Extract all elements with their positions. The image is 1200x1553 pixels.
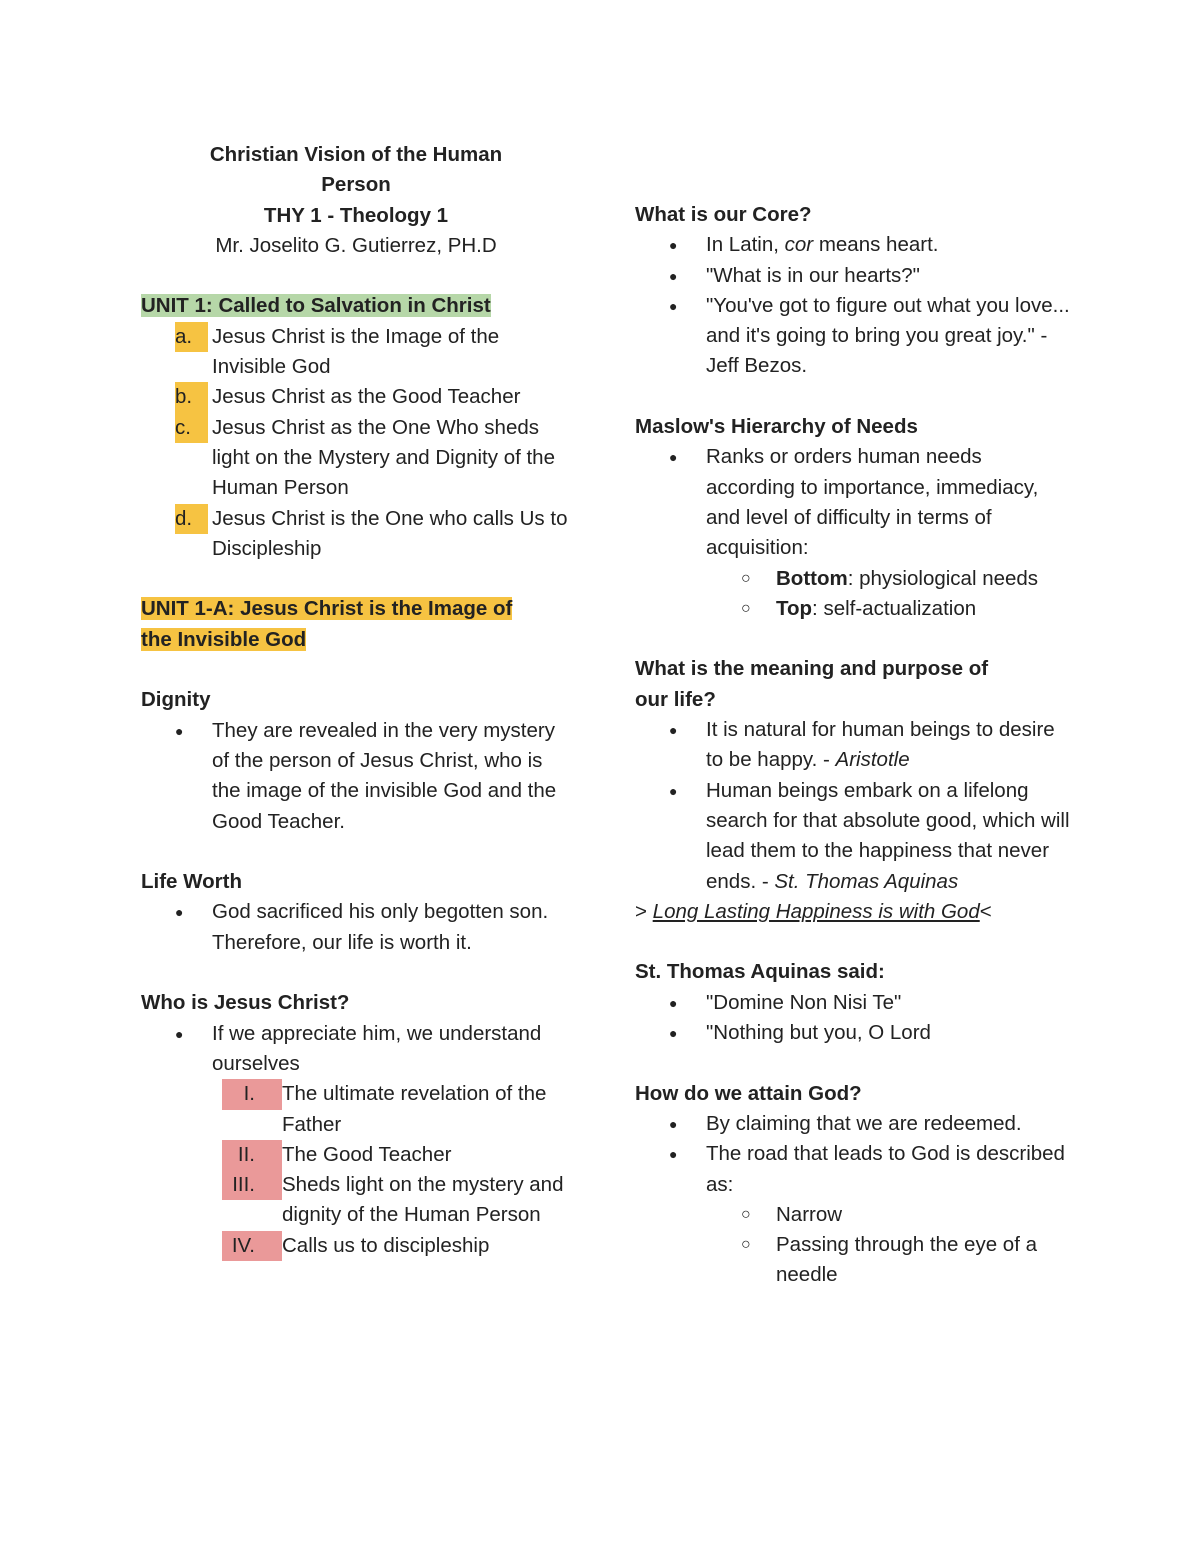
list-item: III. Sheds light on the mystery and dignity of the Human Person [141,1170,571,1231]
bullet-icon: ● [175,904,184,921]
bullet-icon: ● [669,1115,678,1132]
bullet-icon: ● [669,1146,678,1163]
list-item: ● "Nothing but you, O Lord [635,1018,1075,1048]
core-list [635,230,1075,381]
list-item: d. Jesus Christ is the One who calls Us to Discipleship [141,504,571,565]
who-is-jesus-heading: Who is Jesus Christ? [141,991,350,1015]
title-line-2: Person [321,173,391,197]
list-item: I. The ultimate revelation of the Father [141,1079,571,1140]
bullet-icon: ● [669,722,678,739]
left-column [141,140,571,1261]
list-item: ● Ranks or orders human needs according to importance, immediacy, and level of difficulty in terms of acquisition: [635,442,1075,563]
bullet-icon: ● [669,267,678,284]
list-item: ○ Narrow [635,1200,1075,1230]
bullet-icon: ● [669,994,678,1011]
list-item: ● It is natural for human beings to desire to be happy. - Aristotle [635,715,1075,776]
circle-bullet-icon: ○ [741,1205,751,1223]
dignity-heading: Dignity [141,688,211,712]
list-item: IV. Calls us to discipleship [141,1231,571,1261]
attain-sub-list [635,1200,1075,1291]
circle-bullet-icon: ○ [741,599,751,617]
maslow-heading: Maslow's Hierarchy of Needs [635,415,918,439]
list-item: ● "You've got to figure out what you love... and it's going to bring you great joy." - Jeff Bezos. [635,291,1075,382]
list-item: b. Jesus Christ as the Good Teacher [141,382,571,412]
list-item: II. The Good Teacher [141,1140,571,1170]
list-item: ● They are revealed in the very mystery of the person of Jesus Christ, who is the image of the invisible God and the Good Teacher. [141,716,571,837]
attain-heading: How do we attain God? [635,1081,862,1105]
list-item: ● "What is in our hearts?" [635,261,1075,291]
bullet-icon: ● [669,237,678,254]
list-item: ● By claiming that we are redeemed. [635,1109,1075,1139]
bullet-icon: ● [669,1025,678,1042]
list-item: ○ Top: self-actualization [635,594,1075,624]
happiness-link[interactable]: Long Lasting Happiness is with God [652,899,980,923]
title-line-1: Christian Vision of the Human [209,143,503,166]
unit1a-heading: UNIT 1-A: Jesus Christ is the Image of the Invisible God [141,597,513,651]
core-heading: What is our Core? [635,203,812,226]
bullet-icon: ● [669,782,678,799]
list-item: ● God sacrificed his only begotten son. Therefore, our life is worth it. [141,897,571,958]
bullet-icon: ● [669,449,678,466]
list-item: c. Jesus Christ as the One Who sheds light on the Mystery and Dignity of the Human Person [141,413,571,504]
maslow-sub-list [635,564,1075,625]
instructor-name: Mr. Joselito G. Gutierrez, PH.D [215,233,497,257]
list-item: ○ Bottom: physiological needs [635,564,1075,594]
document-title [141,140,571,201]
list-item: ○ Passing through the eye of a needle [635,1230,1075,1291]
list-item: ● "Domine Non Nisi Te" [635,988,1075,1018]
list-item: ● In Latin, cor means heart. [635,230,1075,260]
dignity-list [141,716,571,837]
meaning-list [635,715,1075,897]
unit1-heading: UNIT 1: Called to Salvation in Christ [141,294,491,318]
meaning-heading: What is the meaning and purpose of our life? [635,657,989,711]
list-item: ● The road that leads to God is described as: [635,1139,1075,1200]
aquinas-list [635,988,1075,1049]
roman-list [141,1079,571,1261]
aquinas-heading: St. Thomas Aquinas said: [635,960,885,984]
attain-list [635,1109,1075,1200]
life-worth-heading: Life Worth [141,870,242,894]
bullet-icon: ● [175,1025,184,1042]
life-worth-list [141,897,571,958]
who-is-jesus-list [141,1019,571,1080]
right-column [635,200,1075,1291]
circle-bullet-icon: ○ [741,1236,751,1254]
list-item: ● If we appreciate him, we understand ourselves [141,1019,571,1080]
bullet-icon: ● [669,297,678,314]
happiness-note: > Long Lasting Happiness is with God< [635,899,992,923]
bullet-icon: ● [175,722,184,739]
list-item: a. Jesus Christ is the Image of the Invisible God [141,322,571,383]
maslow-list [635,442,1075,563]
list-item: ● Human beings embark on a lifelong search for that absolute good, which will lead them to the happiness that never ends. - St. Thomas Aquinas [635,776,1075,897]
course-code: THY 1 - Theology 1 [263,203,449,227]
circle-bullet-icon: ○ [741,569,751,587]
unit1-list [141,322,571,564]
